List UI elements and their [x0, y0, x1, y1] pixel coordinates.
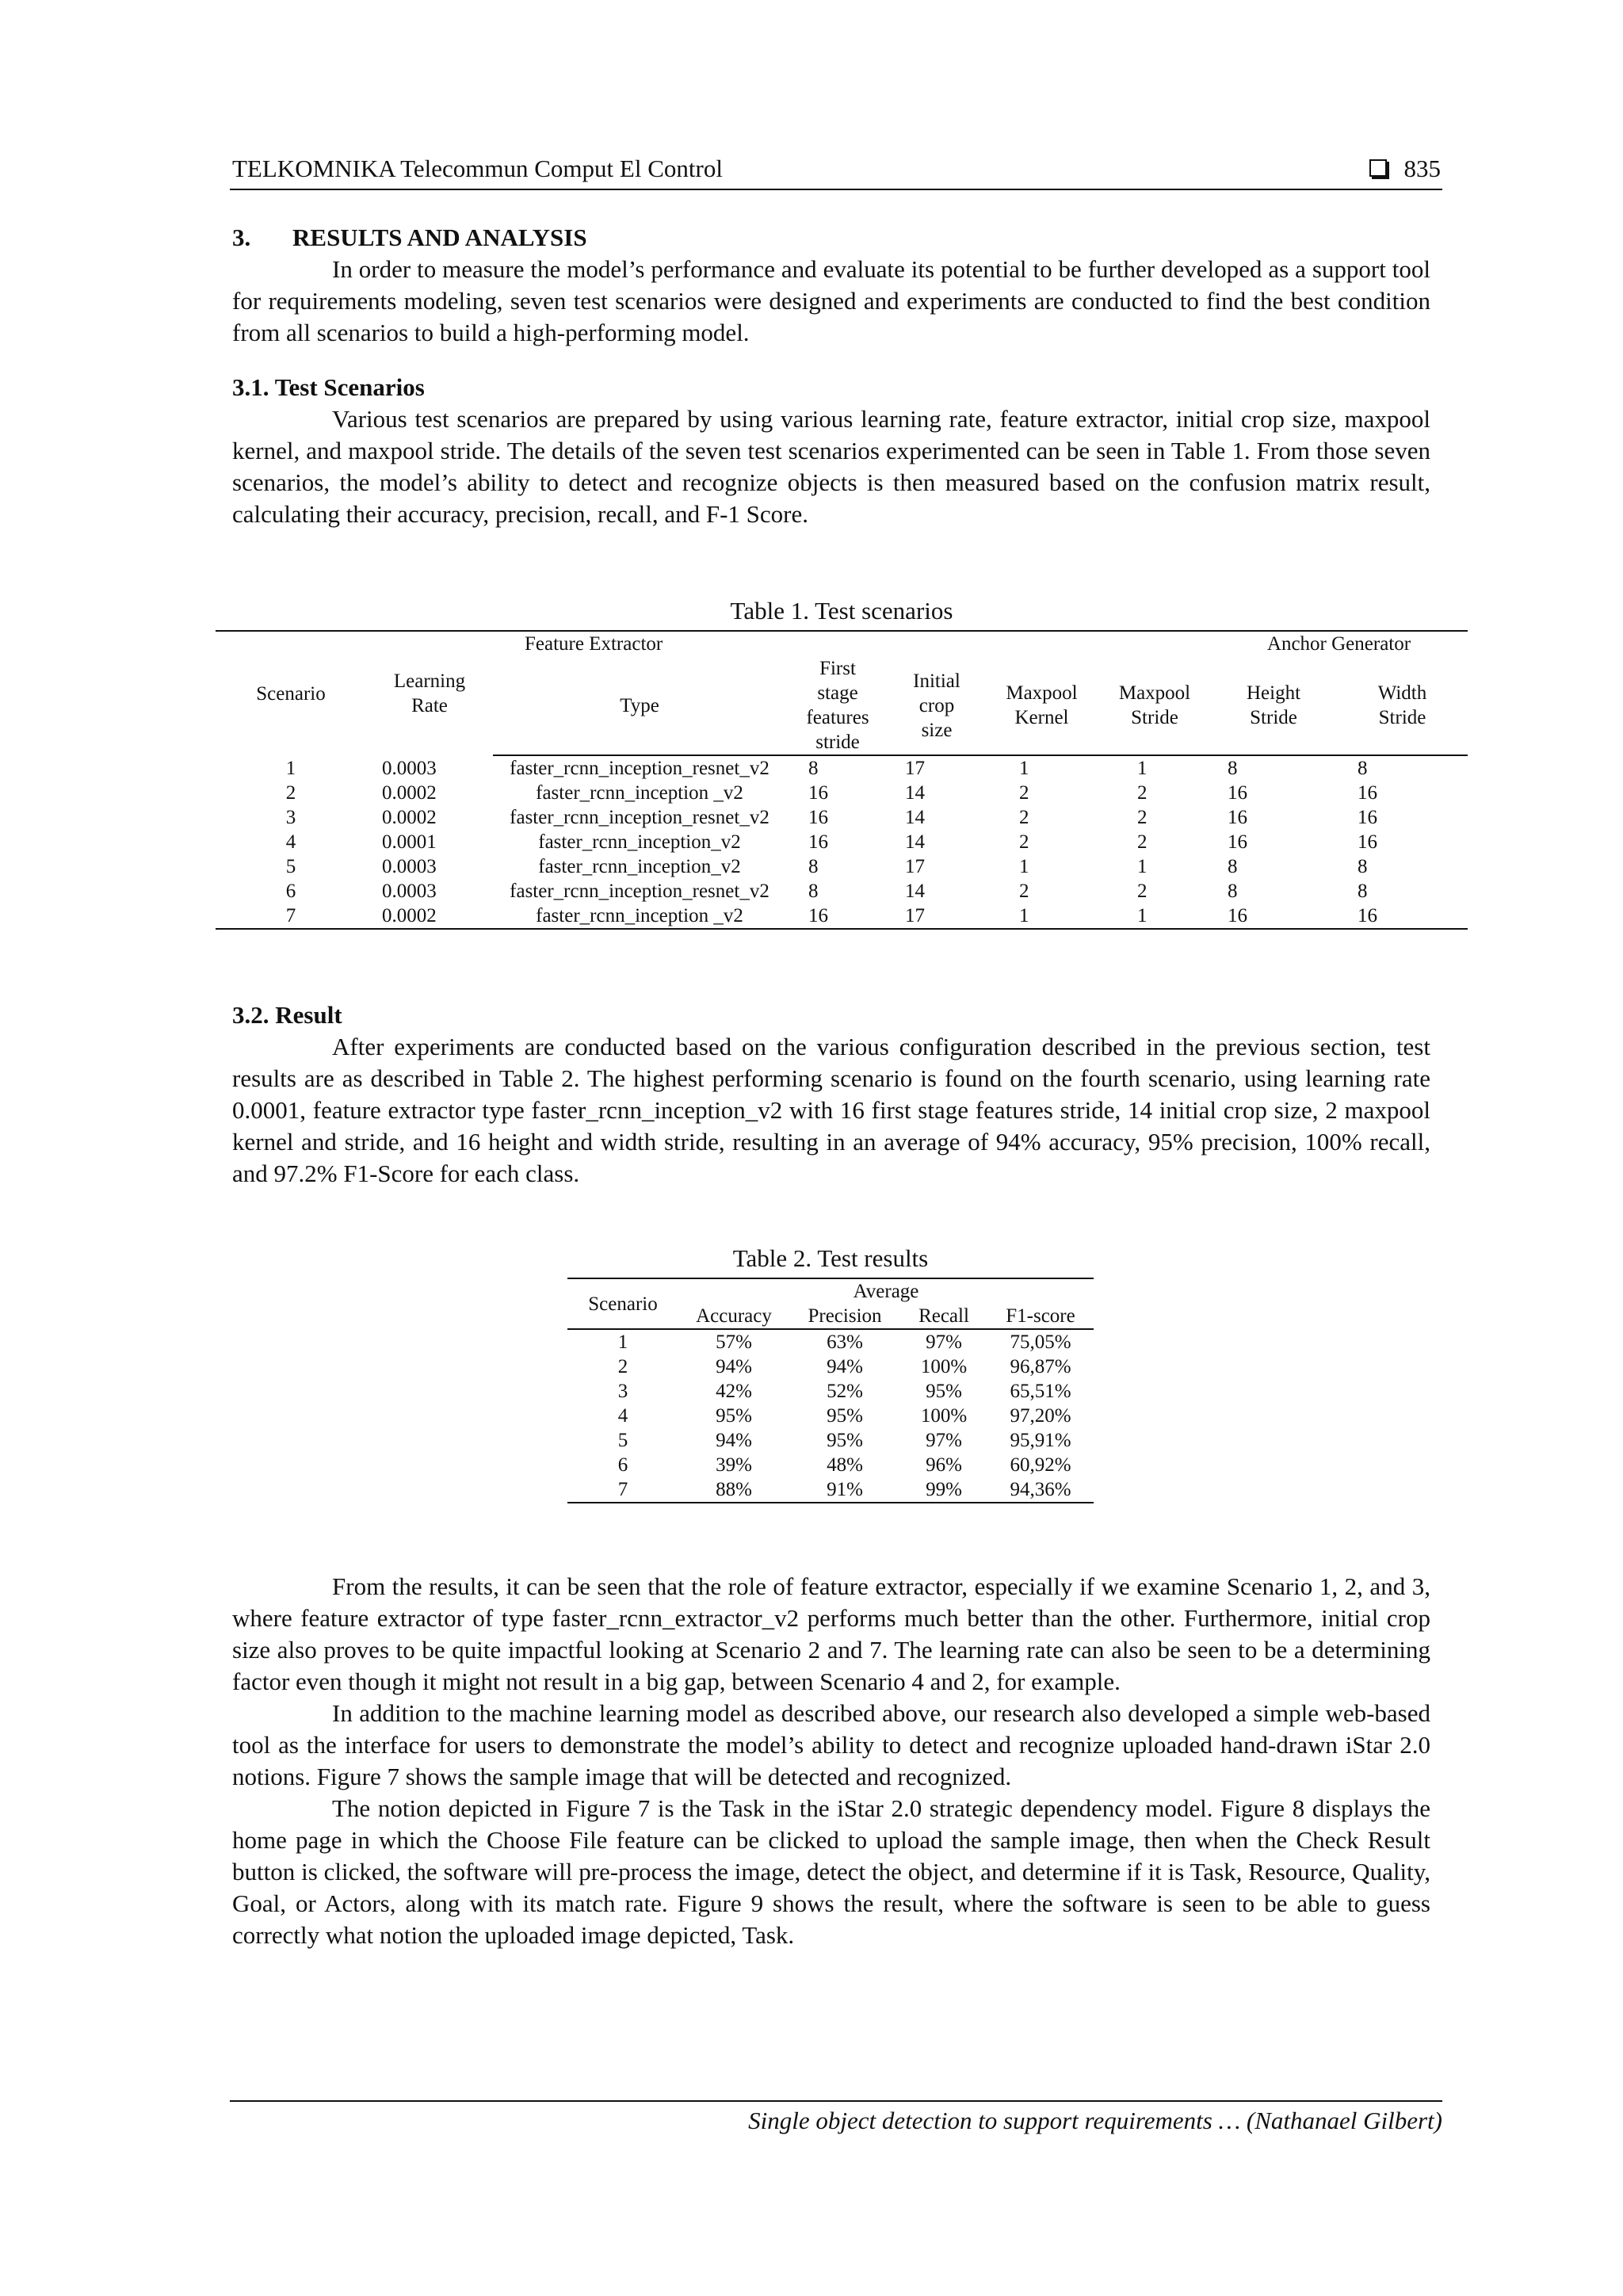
table-cell: 16: [1210, 904, 1337, 929]
running-footer: Single object detection to support requirements … (Nathanael Gilbert): [748, 2107, 1442, 2134]
section-3-2-heading: 3.2. Result: [232, 1001, 342, 1029]
table-cell: 88%: [678, 1477, 789, 1503]
table-cell: 14: [905, 782, 925, 804]
table-cell: 2: [1019, 881, 1029, 902]
t2-th-recall: Recall: [900, 1304, 987, 1329]
th-maxpool-kernel: [984, 656, 1099, 755]
th-mk-2: Kernel: [1014, 707, 1069, 728]
table-row: [567, 1477, 1094, 1503]
table-cell: 8: [808, 856, 819, 877]
table-cell: 0.0001: [382, 831, 437, 853]
table-row: [216, 854, 1468, 879]
th-ms-2: Stride: [1131, 707, 1178, 728]
table-cell: 16: [808, 807, 828, 828]
th-lr-line1: Learning: [393, 670, 466, 692]
table-cell: 95%: [827, 1430, 863, 1451]
discussion-paragraph-1: From the results, it can be seen that the role of feature extractor, especially if we examine Scenario 1, 2, and 3, where feature extractor of type faster_rcnn_extractor_v2 performs much better than the other. Furthermore, initial crop size also proves to be quite impactful looking at Scenario 2 and 7. The learning rate can also be seen to be a determining factor even though it might not result in a big gap, between Scenario 4 and 2, for example.: [232, 1572, 1430, 1695]
section-3-number: 3.: [232, 223, 251, 251]
th-scenario: Scenario: [216, 631, 366, 755]
table-cell: 97,20%: [1010, 1405, 1071, 1427]
th-group-anchor-generator: Anchor Generator: [1210, 631, 1468, 656]
section-3-heading: [232, 222, 1430, 254]
table-cell: 0.0003: [382, 856, 437, 877]
th-fs-2: stage: [817, 682, 858, 704]
table-cell: 16: [808, 782, 828, 804]
table-cell: 39%: [716, 1454, 752, 1476]
table-cell: 95%: [827, 1405, 863, 1427]
table-cell: 0.0003: [382, 881, 437, 902]
table-cell: 95,91%: [1010, 1430, 1071, 1451]
table-cell: 8: [1228, 758, 1238, 779]
table-cell: 94,36%: [987, 1477, 1094, 1503]
t2-th-f1-score: F1-score: [987, 1304, 1094, 1329]
table-row: [567, 1329, 1094, 1354]
table-cell: 16: [786, 904, 889, 929]
table-cell: faster_rcnn_inception_v2: [538, 831, 741, 853]
th-ic-1: Initial: [913, 670, 960, 692]
table-cell: 99%: [900, 1477, 987, 1503]
table-row: [567, 1428, 1094, 1453]
table-cell: 5: [617, 1430, 628, 1451]
table-cell: 14: [905, 831, 925, 853]
table-cell: 16: [1358, 807, 1377, 828]
table-cell: 1: [984, 904, 1099, 929]
th-ic-3: size: [921, 719, 953, 741]
table-cell: 1: [1019, 758, 1029, 779]
table-cell: 7: [216, 904, 366, 929]
table-cell: 65,51%: [1010, 1381, 1071, 1402]
running-header-page: [1369, 154, 1442, 184]
table-cell: 7: [567, 1477, 678, 1503]
table-cell: 75,05%: [1010, 1331, 1071, 1353]
table-cell: 8: [1358, 856, 1368, 877]
table-cell: 91%: [789, 1477, 900, 1503]
t2-th-precision: Precision: [789, 1304, 900, 1329]
table-cell: 2: [1137, 807, 1148, 828]
table-cell: 1: [617, 1331, 628, 1353]
th-maxpool-stride: [1099, 656, 1210, 755]
table-cell: 97%: [926, 1331, 962, 1353]
table-row: [567, 1404, 1094, 1428]
discussion-paragraph-3: The notion depicted in Figure 7 is the Task in the iStar 2.0 strategic dependency model. Figure 8 displays the home page in which the Choose File feature can be clicked to upload the sample image, then when the Check Result button is clicked, the software will pre-process the image, detect the object, and determine if it is Task, Resource, Quality, Goal, or Actors, along with its match rate. Figure 9 shows the result, where the software is seen to be able to guess correctly what notion the uploaded image depicted, Task.: [232, 1794, 1430, 1949]
table-1-test-scenarios: [216, 630, 1468, 930]
t2-th-accuracy: Accuracy: [678, 1304, 789, 1329]
table-cell: 95%: [716, 1405, 752, 1427]
table-cell: 96%: [926, 1454, 962, 1476]
footer-rule: [230, 2100, 1442, 2102]
table-cell: 95%: [926, 1381, 962, 1402]
section-3-1-heading: 3.1. Test Scenarios: [232, 373, 425, 401]
table-cell: 17: [905, 758, 925, 779]
th-fs-3: features: [806, 707, 869, 728]
table-cell: 2: [617, 1356, 628, 1377]
table-cell: 16: [1358, 782, 1377, 804]
table-cell: 100%: [920, 1356, 968, 1377]
table-cell: 17: [905, 856, 925, 877]
th-group-feature-extractor: Feature Extractor: [493, 631, 889, 656]
table-cell: 63%: [827, 1331, 863, 1353]
table-cell: faster_rcnn_inception_v2: [538, 856, 741, 877]
table-cell: 8: [808, 881, 819, 902]
table-2-body: [567, 1329, 1094, 1503]
section-3-1-paragraph: Various test scenarios are prepared by using various learning rate, feature extractor, initial crop size, maxpool kernel, and maxpool stride. The details of the seven test scenarios experimented can be seen in Table 1. From those seven scenarios, the model’s ability to detect and recognize objects is then measured based on the confusion matrix result, calculating their accuracy, precision, recall, and F-1 Score.: [232, 405, 1430, 528]
table-cell: faster_rcnn_inception_resnet_v2: [510, 881, 769, 902]
table-row: [216, 805, 1468, 830]
th-ws-2: Stride: [1378, 707, 1426, 728]
section-3-paragraph: In order to measure the model’s performance and evaluate its potential to be further developed as a support tool for requirements modeling, seven test scenarios were designed and experiments are conducted to find the best condition from all scenarios to build a high-performing model.: [232, 255, 1430, 346]
table-cell: 5: [285, 856, 296, 877]
table-cell: 94%: [716, 1430, 752, 1451]
table-cell: 8: [1358, 881, 1368, 902]
table-cell: 16: [1228, 782, 1247, 804]
table-cell: 8: [1228, 881, 1238, 902]
table-cell: 6: [617, 1454, 628, 1476]
table-cell: 1: [1137, 758, 1148, 779]
header-rule: [230, 189, 1442, 190]
discussion-paragraph-2: In addition to the machine learning model as described above, our research also developed a simple web-based tool as the interface for users to demonstrate the model’s ability to detect and recognize uploaded hand-drawn iStar 2.0 notions. Figure 7 shows the sample image that will be detected and recognized.: [232, 1699, 1430, 1790]
table-cell: 2: [1019, 831, 1029, 853]
table-row: [216, 879, 1468, 904]
discussion-block: [232, 1571, 1430, 1951]
table-cell: 8: [1228, 856, 1238, 877]
table-cell: 2: [1019, 807, 1029, 828]
table-cell: 14: [905, 881, 925, 902]
table-row: [216, 755, 1468, 781]
table-1-caption: Table 1. Test scenarios: [730, 597, 953, 625]
table-cell: 1: [1019, 856, 1029, 877]
running-header-journal: TELKOMNIKA Telecommun Comput El Control: [232, 155, 723, 182]
table-cell: 6: [285, 881, 296, 902]
table-cell: 0.0002: [382, 782, 437, 804]
checkbox-square-icon: [1369, 159, 1387, 177]
th-width-stride: [1337, 656, 1468, 755]
th-height-stride: [1210, 656, 1337, 755]
table-row: [216, 830, 1468, 854]
table-row: [216, 781, 1468, 805]
table-cell: 1: [285, 757, 296, 779]
table-cell: 0.0003: [382, 757, 437, 779]
table-cell: 16: [1228, 807, 1247, 828]
th-type: Type: [493, 656, 786, 755]
table-cell: 2: [1137, 881, 1148, 902]
th-ms-1: Maxpool: [1118, 682, 1191, 704]
table-cell: 52%: [827, 1381, 863, 1402]
table-cell: 14: [905, 807, 925, 828]
table-cell: 42%: [716, 1381, 752, 1402]
table-cell: 16: [808, 831, 828, 853]
section-3-2-block: [232, 999, 1430, 1190]
table-cell: 16: [1228, 831, 1247, 853]
table-cell: 2: [1137, 831, 1148, 853]
table-cell: 60,92%: [1010, 1454, 1071, 1476]
table-cell: 0.0002: [366, 904, 493, 929]
th-learning-rate: [366, 631, 493, 755]
table-2-caption: Table 2. Test results: [732, 1244, 929, 1272]
table-1-body: [216, 755, 1468, 929]
th-hs-1: Height: [1246, 682, 1301, 704]
section-3-block: [232, 222, 1430, 530]
table-row: [567, 1354, 1094, 1379]
table-cell: 94%: [716, 1356, 752, 1377]
th-mk-1: Maxpool: [1006, 682, 1078, 704]
table-row: [567, 1379, 1094, 1404]
table-cell: 100%: [920, 1405, 968, 1427]
t2-th-group-average: Average: [678, 1278, 1094, 1304]
table-cell: 96,87%: [1010, 1356, 1071, 1377]
th-initial-crop-size: [889, 656, 984, 755]
th-first-stage-features-stride: [786, 656, 889, 755]
th-fs-4: stride: [815, 732, 860, 753]
table-cell: 2: [1019, 782, 1029, 804]
th-ws-1: Width: [1377, 682, 1427, 704]
table-cell: 3: [617, 1381, 628, 1402]
table-cell: 94%: [827, 1356, 863, 1377]
table-cell: faster_rcnn_inception_resnet_v2: [510, 758, 769, 779]
table-cell: 4: [285, 831, 296, 853]
table-cell: 17: [889, 904, 984, 929]
table-2-test-results: [567, 1278, 1094, 1503]
table-cell: 57%: [716, 1331, 752, 1353]
table-cell: faster_rcnn_inception _v2: [536, 782, 743, 804]
table-row: [567, 1453, 1094, 1477]
table-cell: 16: [1358, 831, 1377, 853]
table-cell: 1: [1099, 904, 1210, 929]
table-cell: 3: [285, 807, 296, 828]
table-cell: 16: [1337, 904, 1468, 929]
table-cell: 2: [285, 782, 296, 804]
table-cell: faster_rcnn_inception _v2: [493, 904, 786, 929]
table-cell: faster_rcnn_inception_resnet_v2: [510, 807, 769, 828]
table-cell: 8: [1358, 758, 1368, 779]
th-lr-line2: Rate: [411, 695, 448, 716]
page-number: 835: [1403, 155, 1441, 182]
section-3-title: RESULTS AND ANALYSIS: [292, 223, 587, 251]
table-cell: 4: [617, 1405, 628, 1427]
th-fs-1: First: [819, 658, 856, 679]
table-cell: 2: [1137, 782, 1148, 804]
table-cell: 8: [808, 758, 819, 779]
table-cell: 48%: [827, 1454, 863, 1476]
section-3-2-paragraph: After experiments are conducted based on the various configuration described in the previous section, test results are as described in Table 2. The highest performing scenario is found on the fourth scenario, using learning rate 0.0001, feature extractor type faster_rcnn_inception_v2 with 16 first stage features stride, 14 initial crop size, 2 maxpool kernel and stride, and 16 height and width stride, resulting in an average of 94% accuracy, 95% precision, 100% recall, and 97.2% F1-Score for each class.: [232, 1033, 1430, 1187]
table-cell: 1: [1137, 856, 1148, 877]
table-cell: 0.0002: [382, 807, 437, 828]
t2-th-scenario: Scenario: [567, 1278, 678, 1329]
table-cell: 97%: [926, 1430, 962, 1451]
table-row: [216, 904, 1468, 929]
th-hs-2: Stride: [1250, 707, 1297, 728]
th-ic-2: crop: [918, 694, 955, 716]
